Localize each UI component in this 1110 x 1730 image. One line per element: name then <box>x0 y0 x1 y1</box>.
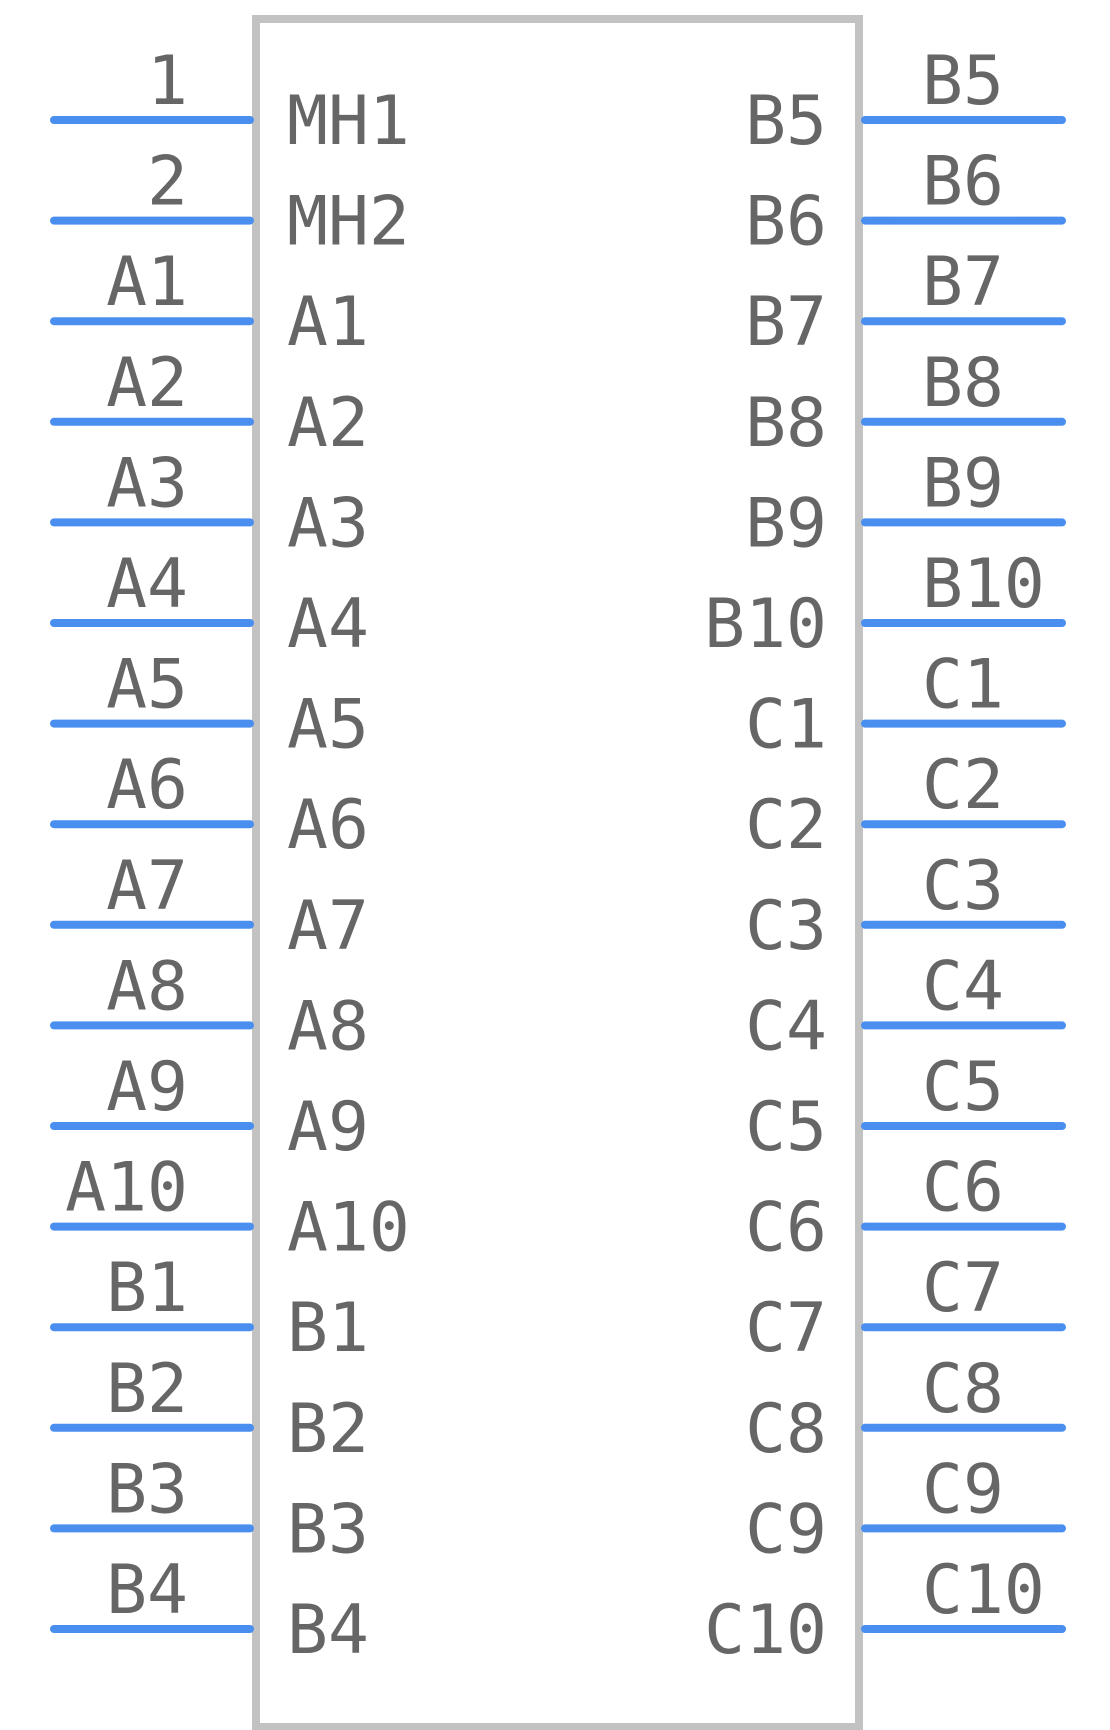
right-pin-name: C1 <box>745 685 827 765</box>
right-pin-number: C8 <box>922 1349 1004 1429</box>
left-pin-name: A5 <box>287 685 369 765</box>
component-body <box>256 19 859 1727</box>
right-pin-number: C10 <box>922 1551 1045 1630</box>
left-pin-name: B2 <box>287 1389 369 1469</box>
right-pin-name: C4 <box>745 987 827 1067</box>
left-pin-column <box>54 42 410 1670</box>
left-pin-name: A7 <box>287 886 369 966</box>
right-pin-number: C6 <box>922 1148 1004 1228</box>
right-pin-number: B8 <box>922 343 1004 423</box>
left-pin-number: A8 <box>106 947 188 1027</box>
left-pin-number: A9 <box>106 1048 188 1127</box>
right-pin-name: C3 <box>745 886 827 966</box>
right-pin-name: B6 <box>745 182 827 262</box>
right-pin-number: C3 <box>922 846 1004 926</box>
left-pin-number: B1 <box>106 1249 188 1329</box>
right-pin-name: B8 <box>745 383 827 463</box>
left-pin-number: A4 <box>106 545 188 624</box>
left-pin-number: B3 <box>106 1450 188 1530</box>
right-pin-name: C2 <box>745 786 827 866</box>
right-pin-number: C5 <box>922 1048 1004 1127</box>
right-pin-name: C10 <box>704 1591 827 1670</box>
left-pin-name: A4 <box>287 585 369 664</box>
right-pin-name: B9 <box>745 484 827 564</box>
right-pin-number: B7 <box>922 243 1004 323</box>
right-pin-name: B10 <box>704 585 827 664</box>
left-pin-number: A7 <box>106 846 188 926</box>
right-pin-name: C9 <box>745 1490 827 1570</box>
left-pin-name: A3 <box>287 484 369 564</box>
left-pin-name: B1 <box>287 1289 369 1369</box>
right-pin-name: C5 <box>745 1088 827 1167</box>
right-pin-number: C1 <box>922 645 1004 725</box>
right-pin-name: C7 <box>745 1289 827 1369</box>
left-pin-name: A9 <box>287 1088 369 1167</box>
left-pin-name: B4 <box>287 1591 369 1670</box>
right-pin-number: B10 <box>922 545 1045 624</box>
left-pin-name: A1 <box>287 283 369 363</box>
left-pin-number: A5 <box>106 645 188 725</box>
left-pin-number: A3 <box>106 444 188 524</box>
right-pin-name: C6 <box>745 1188 827 1268</box>
right-pin-number: B9 <box>922 444 1004 524</box>
right-pin-name: C8 <box>745 1389 827 1469</box>
left-pin-name: MH1 <box>287 82 410 161</box>
left-pin-number: B2 <box>106 1349 188 1429</box>
right-pin-number: B5 <box>922 42 1004 121</box>
left-pin-number: B4 <box>106 1551 188 1630</box>
left-pin-number: A1 <box>106 243 188 323</box>
left-pin-name: A6 <box>287 786 369 866</box>
right-pin-number: C2 <box>922 746 1004 826</box>
right-pin-column <box>704 42 1062 1670</box>
left-pin-number: A6 <box>106 746 188 826</box>
left-pin-number: A2 <box>106 343 188 423</box>
left-pin-name: MH2 <box>287 182 410 262</box>
right-pin-number: C9 <box>922 1450 1004 1530</box>
left-pin-name: A2 <box>287 383 369 463</box>
left-pin-number: 2 <box>147 142 188 222</box>
right-pin-number: B6 <box>922 142 1004 222</box>
left-pin-name: B3 <box>287 1490 369 1570</box>
right-pin-name: B7 <box>745 283 827 363</box>
left-pin-name: A10 <box>287 1188 410 1268</box>
right-pin-name: B5 <box>745 82 827 161</box>
left-pin-number: 1 <box>147 42 188 121</box>
left-pin-name: A8 <box>287 987 369 1067</box>
right-pin-number: C7 <box>922 1249 1004 1329</box>
right-pin-number: C4 <box>922 947 1004 1027</box>
left-pin-number: A10 <box>65 1148 188 1228</box>
